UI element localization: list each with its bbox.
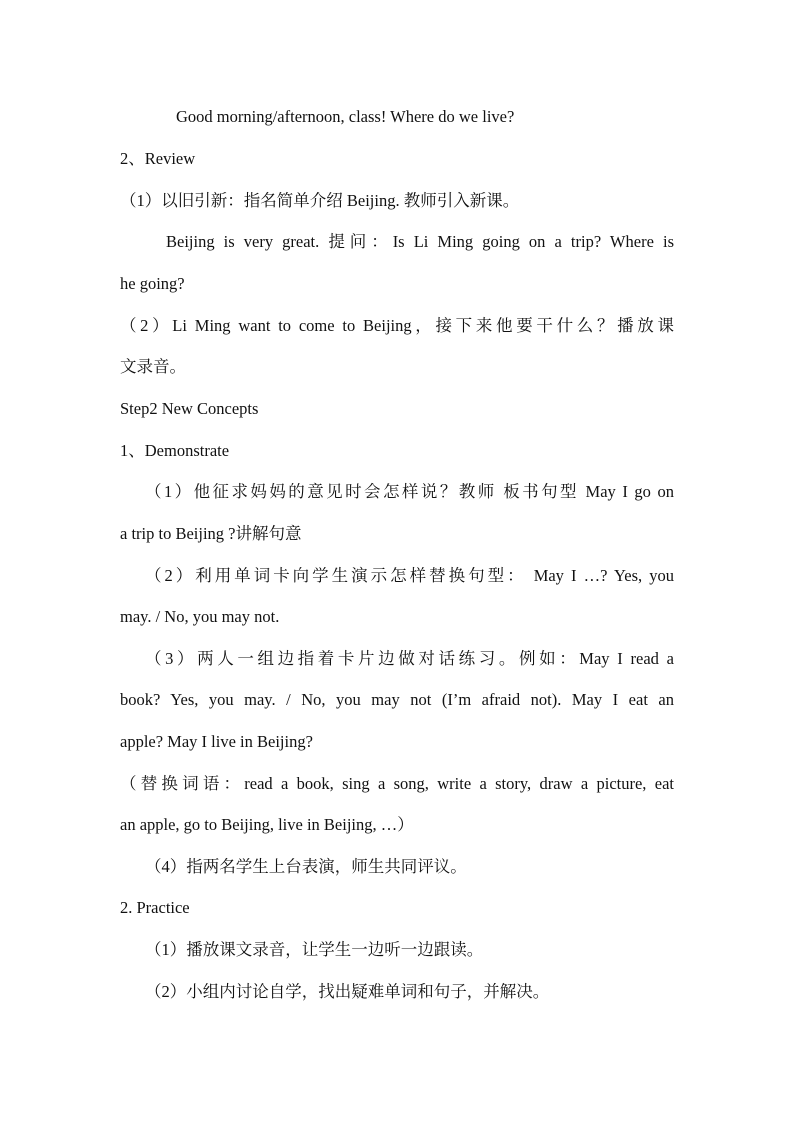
substitution-words-cont: an apple, go to Beijing, live in Beijing, …） — [120, 815, 414, 834]
heading-demonstrate: 1、Demonstrate — [120, 441, 230, 460]
review-item-1-question-cont: he going? — [120, 274, 185, 293]
demonstrate-item-3: （3）两人一组边指着卡片边做对话练习。例如：May I read a — [145, 649, 674, 668]
review-item-1-question: Beijing is very great. 提问：Is Li Ming going on a trip? Where is — [166, 232, 674, 251]
heading-review: 2、Review — [120, 149, 196, 168]
demonstrate-item-1-cont: a trip to Beijing ?讲解句意 — [120, 524, 302, 543]
demonstrate-item-2-cont: may. / No, you may not. — [120, 607, 280, 626]
practice-item-1: （1）播放课文录音，让学生一边听一边跟读。 — [145, 940, 484, 959]
demonstrate-item-2: （2）利用单词卡向学生演示怎样替换句型： May I …? Yes, you — [145, 566, 674, 585]
heading-step2: Step2 New Concepts — [120, 399, 259, 418]
review-item-2: （2）Li Ming want to come to Beijing，接下来他要干什么？播放课 — [120, 316, 674, 335]
greeting-line: Good morning/afternoon, class! Where do we live? — [176, 107, 515, 126]
substitution-words: （替换词语：read a book, sing a song, write a story, draw a picture, eat — [120, 774, 674, 793]
demonstrate-item-1: （1）他征求妈妈的意见时会怎样说？教师 板书句型 May I go on — [145, 482, 674, 501]
heading-practice: 2. Practice — [120, 898, 190, 917]
demonstrate-item-3-cont: book? Yes, you may. / No, you may not (I’m afraid not). May I eat an — [120, 690, 674, 709]
review-item-2-cont: 文录音。 — [120, 357, 186, 376]
review-item-1: （1）以旧引新：指名简单介绍 Beijing. 教师引入新课。 — [120, 191, 520, 210]
demonstrate-item-4: （4）指两名学生上台表演，师生共同评议。 — [145, 857, 467, 876]
demonstrate-item-3-cont-2: apple? May I live in Beijing? — [120, 732, 313, 751]
practice-item-2: （2）小组内讨论自学，找出疑难单词和句子，并解决。 — [145, 982, 550, 1001]
